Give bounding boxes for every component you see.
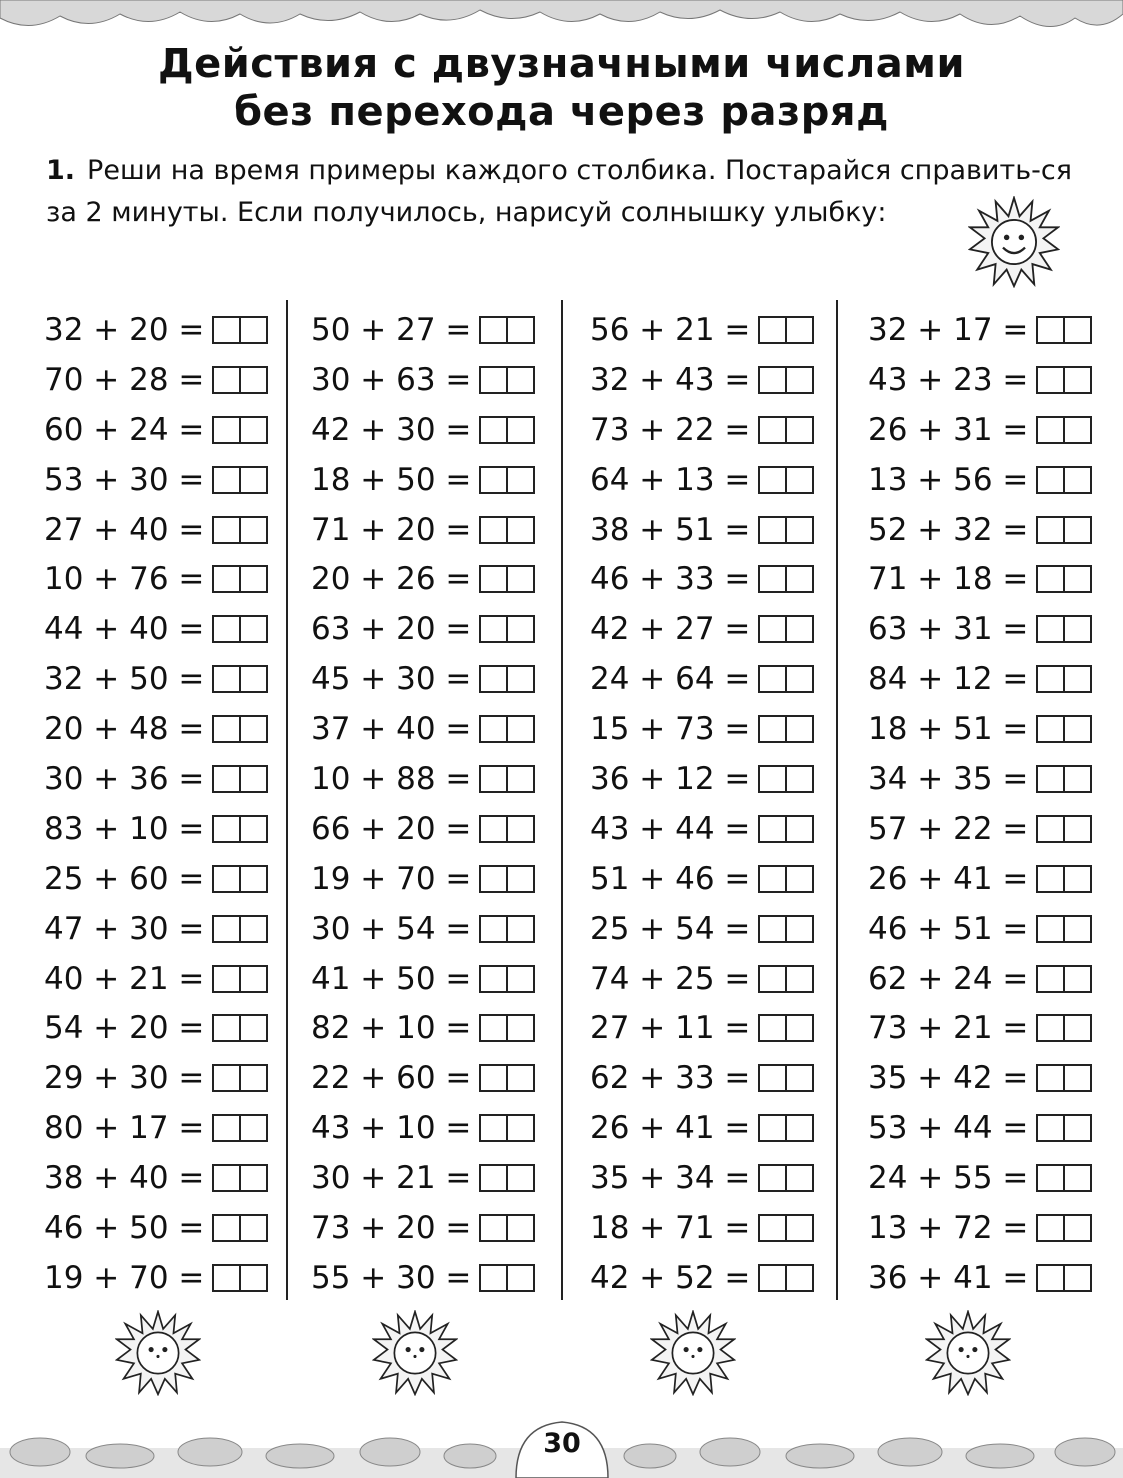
- answer-box[interactable]: [212, 1264, 268, 1292]
- example-expression: 63 + 20 =: [311, 611, 472, 648]
- example-row: [311, 505, 571, 555]
- example-expression: 13 + 56 =: [868, 461, 1029, 498]
- example-row: [311, 305, 571, 355]
- example-row: [868, 1153, 1123, 1203]
- column-1: [44, 305, 304, 1303]
- answer-box[interactable]: [1036, 565, 1092, 593]
- answer-box[interactable]: [1036, 516, 1092, 544]
- answer-box[interactable]: [758, 516, 814, 544]
- example-row: [590, 1053, 850, 1103]
- answer-box[interactable]: [212, 865, 268, 893]
- example-row: [868, 654, 1123, 704]
- page-number: 30: [543, 1428, 581, 1459]
- answer-box[interactable]: [758, 915, 814, 943]
- example-expression: 71 + 18 =: [868, 561, 1029, 598]
- example-row: [311, 1103, 571, 1153]
- example-row: [868, 904, 1123, 954]
- answer-box[interactable]: [758, 1214, 814, 1242]
- column-2: [311, 305, 571, 1303]
- example-row: [868, 754, 1123, 804]
- answer-box[interactable]: [479, 615, 535, 643]
- example-expression: 34 + 35 =: [868, 760, 1029, 797]
- example-row: [44, 1253, 304, 1303]
- example-row: [590, 604, 850, 654]
- example-row: [44, 904, 304, 954]
- example-row: [590, 305, 850, 355]
- example-expression: 57 + 22 =: [868, 810, 1029, 847]
- answer-box[interactable]: [758, 765, 814, 793]
- example-expression: 19 + 70 =: [311, 860, 472, 897]
- example-row: [44, 505, 304, 555]
- example-row: [590, 954, 850, 1004]
- example-row: [44, 854, 304, 904]
- column-4: [868, 305, 1123, 1303]
- answer-box[interactable]: [1036, 1114, 1092, 1142]
- example-expression: 37 + 40 =: [311, 711, 472, 748]
- example-expression: 10 + 88 =: [311, 760, 472, 797]
- example-expression: 42 + 30 =: [311, 411, 472, 448]
- example-expression: 44 + 40 =: [44, 611, 205, 648]
- example-expression: 43 + 23 =: [868, 361, 1029, 398]
- answer-box[interactable]: [1036, 1164, 1092, 1192]
- example-expression: 27 + 40 =: [44, 511, 205, 548]
- answer-box[interactable]: [1036, 615, 1092, 643]
- answer-box[interactable]: [479, 316, 535, 344]
- example-expression: 42 + 52 =: [590, 1259, 751, 1296]
- smiling-sun-icon: [968, 196, 1060, 288]
- example-row: [44, 1103, 304, 1153]
- example-expression: 10 + 76 =: [44, 561, 205, 598]
- example-expression: 41 + 50 =: [311, 960, 472, 997]
- example-row: [311, 1053, 571, 1103]
- example-expression: 80 + 17 =: [44, 1110, 205, 1147]
- example-row: [44, 305, 304, 355]
- example-expression: 22 + 60 =: [311, 1060, 472, 1097]
- answer-box[interactable]: [212, 1014, 268, 1042]
- example-expression: 38 + 40 =: [44, 1160, 205, 1197]
- example-row: [311, 704, 571, 754]
- answer-box[interactable]: [1036, 466, 1092, 494]
- example-row: [44, 554, 304, 604]
- example-row: [311, 455, 571, 505]
- example-row: [311, 1203, 571, 1253]
- example-row: [868, 954, 1123, 1004]
- answer-box[interactable]: [479, 815, 535, 843]
- sun-icon[interactable]: [372, 1310, 458, 1396]
- answer-box[interactable]: [479, 1114, 535, 1142]
- example-expression: 60 + 24 =: [44, 411, 205, 448]
- answer-box[interactable]: [1036, 1264, 1092, 1292]
- example-expression: 26 + 41 =: [590, 1110, 751, 1147]
- example-row: [590, 1003, 850, 1053]
- answer-box[interactable]: [1036, 665, 1092, 693]
- example-expression: 24 + 64 =: [590, 661, 751, 698]
- example-row: [868, 704, 1123, 754]
- example-expression: 74 + 25 =: [590, 960, 751, 997]
- example-row: [44, 954, 304, 1004]
- example-row: [311, 1253, 571, 1303]
- example-row: [868, 1253, 1123, 1303]
- example-row: [311, 1003, 571, 1053]
- answer-box[interactable]: [479, 516, 535, 544]
- example-expression: 35 + 42 =: [868, 1060, 1029, 1097]
- example-expression: 53 + 44 =: [868, 1110, 1029, 1147]
- answer-box[interactable]: [479, 665, 535, 693]
- answer-box[interactable]: [758, 715, 814, 743]
- answer-box[interactable]: [758, 1114, 814, 1142]
- sun-icon[interactable]: [115, 1310, 201, 1396]
- column-3: [590, 305, 850, 1303]
- sun-icon[interactable]: [650, 1310, 736, 1396]
- column-divider: [286, 300, 288, 1300]
- page-title-line-2: без перехода через разряд: [234, 89, 889, 135]
- answer-box[interactable]: [212, 965, 268, 993]
- example-expression: 36 + 12 =: [590, 760, 751, 797]
- example-row: [590, 355, 850, 405]
- answer-box[interactable]: [212, 765, 268, 793]
- example-row: [44, 704, 304, 754]
- answer-box[interactable]: [212, 1164, 268, 1192]
- example-expression: 70 + 28 =: [44, 361, 205, 398]
- example-row: [590, 1203, 850, 1253]
- example-expression: 73 + 20 =: [311, 1209, 472, 1246]
- example-row: [311, 554, 571, 604]
- answer-box[interactable]: [212, 615, 268, 643]
- example-expression: 30 + 54 =: [311, 910, 472, 947]
- answer-box[interactable]: [479, 1164, 535, 1192]
- answer-box[interactable]: [758, 865, 814, 893]
- answer-box[interactable]: [758, 1014, 814, 1042]
- example-row: [311, 654, 571, 704]
- example-expression: 73 + 21 =: [868, 1010, 1029, 1047]
- example-expression: 46 + 33 =: [590, 561, 751, 598]
- example-expression: 38 + 51 =: [590, 511, 751, 548]
- column-divider: [561, 300, 563, 1300]
- example-row: [590, 405, 850, 455]
- answer-box[interactable]: [479, 416, 535, 444]
- example-expression: 54 + 20 =: [44, 1010, 205, 1047]
- example-row: [590, 1153, 850, 1203]
- answer-box[interactable]: [212, 1064, 268, 1092]
- example-expression: 26 + 31 =: [868, 411, 1029, 448]
- example-row: [311, 904, 571, 954]
- example-expression: 82 + 10 =: [311, 1010, 472, 1047]
- example-row: [44, 1153, 304, 1203]
- example-row: [44, 1003, 304, 1053]
- answer-box[interactable]: [758, 1064, 814, 1092]
- example-expression: 43 + 44 =: [590, 810, 751, 847]
- example-expression: 26 + 41 =: [868, 860, 1029, 897]
- example-row: [868, 1003, 1123, 1053]
- example-row: [868, 405, 1123, 455]
- answer-box[interactable]: [1036, 815, 1092, 843]
- answer-box[interactable]: [479, 915, 535, 943]
- example-expression: 15 + 73 =: [590, 711, 751, 748]
- task-text: Реши на время примеры каждого столбика. Постарайся справить-ся за 2 минуты. Если получилось, нарисуй солнышку улыбку:: [46, 155, 1072, 228]
- example-expression: 46 + 50 =: [44, 1209, 205, 1246]
- task-instructions: [46, 150, 1096, 234]
- example-row: [44, 1053, 304, 1103]
- example-expression: 19 + 70 =: [44, 1259, 205, 1296]
- answer-box[interactable]: [479, 965, 535, 993]
- answer-box[interactable]: [479, 366, 535, 394]
- example-row: [590, 854, 850, 904]
- example-expression: 32 + 43 =: [590, 361, 751, 398]
- answer-box[interactable]: [1036, 915, 1092, 943]
- answer-box[interactable]: [212, 1214, 268, 1242]
- answer-box[interactable]: [212, 366, 268, 394]
- example-expression: 13 + 72 =: [868, 1209, 1029, 1246]
- example-expression: 56 + 21 =: [590, 311, 751, 348]
- answer-box[interactable]: [758, 815, 814, 843]
- answer-box[interactable]: [758, 316, 814, 344]
- answer-box[interactable]: [758, 366, 814, 394]
- answer-box[interactable]: [758, 565, 814, 593]
- example-row: [868, 854, 1123, 904]
- page-title-line-1: Действия с двузначными числами: [158, 41, 965, 87]
- example-row: [311, 804, 571, 854]
- example-expression: 46 + 51 =: [868, 910, 1029, 947]
- example-expression: 30 + 36 =: [44, 760, 205, 797]
- example-expression: 62 + 24 =: [868, 960, 1029, 997]
- example-row: [868, 1203, 1123, 1253]
- answer-box[interactable]: [212, 1114, 268, 1142]
- answer-box[interactable]: [1036, 1064, 1092, 1092]
- answer-box[interactable]: [479, 1214, 535, 1242]
- example-expression: 53 + 30 =: [44, 461, 205, 498]
- example-expression: 50 + 27 =: [311, 311, 472, 348]
- example-expression: 24 + 55 =: [868, 1160, 1029, 1197]
- example-row: [590, 1253, 850, 1303]
- example-expression: 32 + 20 =: [44, 311, 205, 348]
- answer-box[interactable]: [1036, 1214, 1092, 1242]
- answer-box[interactable]: [1036, 1014, 1092, 1042]
- example-expression: 43 + 10 =: [311, 1110, 472, 1147]
- answer-box[interactable]: [479, 1014, 535, 1042]
- answer-box[interactable]: [758, 466, 814, 494]
- example-expression: 66 + 20 =: [311, 810, 472, 847]
- example-row: [44, 654, 304, 704]
- example-row: [590, 704, 850, 754]
- answer-box[interactable]: [479, 715, 535, 743]
- example-expression: 18 + 51 =: [868, 711, 1029, 748]
- answer-box[interactable]: [1036, 865, 1092, 893]
- example-expression: 83 + 10 =: [44, 810, 205, 847]
- answer-box[interactable]: [1036, 416, 1092, 444]
- example-expression: 55 + 30 =: [311, 1259, 472, 1296]
- top-cloud-border: [0, 0, 1123, 40]
- answer-box[interactable]: [758, 416, 814, 444]
- example-row: [868, 604, 1123, 654]
- example-expression: 63 + 31 =: [868, 611, 1029, 648]
- example-row: [44, 455, 304, 505]
- answer-box[interactable]: [479, 865, 535, 893]
- answer-box[interactable]: [479, 466, 535, 494]
- example-row: [44, 1203, 304, 1253]
- example-row: [311, 954, 571, 1004]
- example-expression: 84 + 12 =: [868, 661, 1029, 698]
- example-row: [311, 355, 571, 405]
- example-expression: 36 + 41 =: [868, 1259, 1029, 1296]
- example-row: [590, 505, 850, 555]
- example-row: [590, 554, 850, 604]
- example-expression: 64 + 13 =: [590, 461, 751, 498]
- example-row: [590, 804, 850, 854]
- answer-box[interactable]: [212, 665, 268, 693]
- example-row: [868, 505, 1123, 555]
- answer-box[interactable]: [1036, 765, 1092, 793]
- example-expression: 52 + 32 =: [868, 511, 1029, 548]
- example-expression: 27 + 11 =: [590, 1010, 751, 1047]
- answer-box[interactable]: [1036, 965, 1092, 993]
- example-expression: 18 + 71 =: [590, 1209, 751, 1246]
- answer-box[interactable]: [212, 715, 268, 743]
- answer-box[interactable]: [212, 815, 268, 843]
- example-expression: 62 + 33 =: [590, 1060, 751, 1097]
- example-expression: 25 + 60 =: [44, 860, 205, 897]
- answer-box[interactable]: [1036, 366, 1092, 394]
- example-expression: 73 + 22 =: [590, 411, 751, 448]
- example-row: [868, 455, 1123, 505]
- answer-box[interactable]: [479, 1264, 535, 1292]
- answer-box[interactable]: [479, 765, 535, 793]
- example-row: [311, 1153, 571, 1203]
- example-row: [44, 604, 304, 654]
- example-expression: 42 + 27 =: [590, 611, 751, 648]
- example-expression: 20 + 48 =: [44, 711, 205, 748]
- example-row: [44, 405, 304, 455]
- answer-box[interactable]: [758, 1264, 814, 1292]
- answer-box[interactable]: [758, 965, 814, 993]
- example-row: [868, 355, 1123, 405]
- example-row: [868, 305, 1123, 355]
- task-number: 1.: [46, 155, 76, 186]
- example-row: [311, 604, 571, 654]
- answer-box[interactable]: [758, 1164, 814, 1192]
- example-expression: 47 + 30 =: [44, 910, 205, 947]
- example-expression: 35 + 34 =: [590, 1160, 751, 1197]
- example-row: [44, 754, 304, 804]
- answer-box[interactable]: [212, 466, 268, 494]
- example-expression: 29 + 30 =: [44, 1060, 205, 1097]
- example-row: [590, 654, 850, 704]
- example-expression: 30 + 21 =: [311, 1160, 472, 1197]
- answer-box[interactable]: [758, 665, 814, 693]
- answer-box[interactable]: [1036, 316, 1092, 344]
- example-expression: 51 + 46 =: [590, 860, 751, 897]
- example-row: [311, 405, 571, 455]
- example-expression: 40 + 21 =: [44, 960, 205, 997]
- answer-box[interactable]: [212, 565, 268, 593]
- example-row: [868, 554, 1123, 604]
- example-expression: 32 + 17 =: [868, 311, 1029, 348]
- answer-box[interactable]: [479, 1064, 535, 1092]
- example-expression: 18 + 50 =: [311, 461, 472, 498]
- example-row: [590, 1103, 850, 1153]
- example-expression: 30 + 63 =: [311, 361, 472, 398]
- answer-box[interactable]: [1036, 715, 1092, 743]
- example-row: [44, 804, 304, 854]
- answer-box[interactable]: [212, 915, 268, 943]
- sun-icon[interactable]: [925, 1310, 1011, 1396]
- example-row: [868, 1053, 1123, 1103]
- example-row: [44, 355, 304, 405]
- example-row: [311, 854, 571, 904]
- example-row: [590, 904, 850, 954]
- example-expression: 32 + 50 =: [44, 661, 205, 698]
- example-expression: 25 + 54 =: [590, 910, 751, 947]
- example-row: [590, 455, 850, 505]
- example-expression: 45 + 30 =: [311, 661, 472, 698]
- answer-box[interactable]: [758, 615, 814, 643]
- answer-box[interactable]: [212, 416, 268, 444]
- example-expression: 20 + 26 =: [311, 561, 472, 598]
- column-divider: [836, 300, 838, 1300]
- example-row: [311, 754, 571, 804]
- example-row: [590, 754, 850, 804]
- answer-box[interactable]: [212, 516, 268, 544]
- example-expression: 71 + 20 =: [311, 511, 472, 548]
- example-row: [868, 804, 1123, 854]
- example-row: [868, 1103, 1123, 1153]
- answer-box[interactable]: [479, 565, 535, 593]
- answer-box[interactable]: [212, 316, 268, 344]
